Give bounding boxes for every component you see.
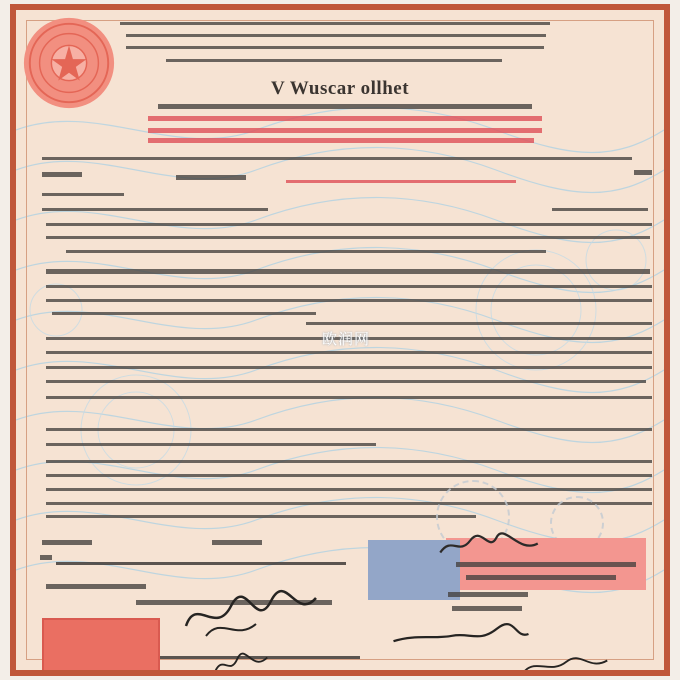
handwritten-entry [286, 180, 516, 183]
text-row [46, 366, 652, 369]
form-entry [40, 555, 52, 560]
text-row [46, 299, 652, 302]
text-row [42, 208, 268, 211]
signature-mark [176, 586, 326, 646]
text-row [46, 474, 652, 477]
text-row [46, 396, 652, 399]
form-entry [176, 175, 246, 180]
subtitle-red-row [148, 138, 534, 143]
form-entry [212, 540, 262, 545]
text-row [46, 515, 476, 518]
header-text-row [126, 46, 544, 49]
form-entry [42, 540, 92, 545]
text-row [46, 351, 652, 354]
form-entry [42, 172, 82, 177]
form-entry [46, 584, 146, 589]
text-row [52, 312, 316, 315]
header-text-row [120, 22, 550, 25]
watermark-text: 欧润网 [322, 330, 371, 348]
text-row [46, 443, 376, 446]
signature-mark [376, 616, 546, 652]
header-text-row [166, 59, 502, 62]
subtitle-red-row [148, 128, 542, 133]
form-entry [634, 170, 652, 175]
signature-mark [434, 530, 544, 560]
document-title: V Wuscar ollhet [270, 78, 410, 99]
text-row [46, 428, 652, 431]
stamp-text [452, 606, 522, 611]
text-row [46, 380, 646, 383]
text-row [306, 322, 652, 325]
subtitle-row [158, 104, 532, 109]
red-stamp-block [42, 618, 160, 672]
text-row [42, 157, 632, 160]
stamp-text [448, 592, 528, 597]
stamp-text [466, 575, 616, 580]
header-text-row [126, 34, 546, 37]
text-row [66, 250, 546, 253]
signature-mark [206, 650, 276, 676]
certificate-sheet [10, 4, 670, 676]
text-row [46, 488, 652, 491]
text-row [46, 236, 650, 239]
stamp-text [456, 562, 636, 567]
text-row [46, 460, 652, 463]
subtitle-red-row [148, 116, 542, 121]
text-row [46, 285, 652, 288]
text-row [46, 223, 652, 226]
text-row [46, 269, 650, 274]
signature-mark [516, 650, 616, 676]
text-row [42, 193, 124, 196]
text-row [552, 208, 648, 211]
signature-line [56, 562, 346, 565]
